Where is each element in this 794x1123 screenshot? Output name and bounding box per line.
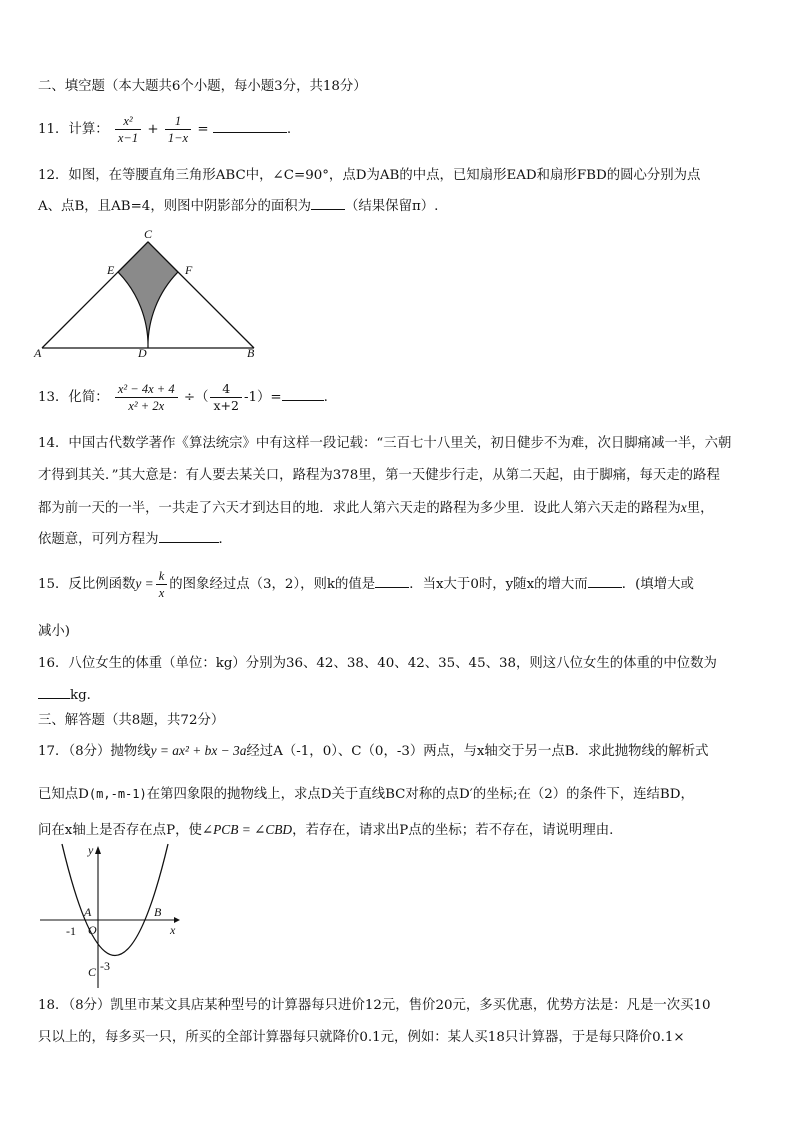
question-17-line-2: 已知点D(m,-m-1)在第四象限的抛物线上，求点D关于直线BC对称的点D′的坐标;在（2）的条件下，连结BD， (38, 787, 694, 802)
q12-answer-blank (311, 197, 345, 210)
q16-answer-blank (38, 686, 70, 699)
parabola-curve (62, 844, 168, 956)
q11-fraction-2: $\frac{1}{1-x}$ (165, 113, 191, 146)
question-15-line-2: 减小) (38, 624, 71, 639)
q11-plus: + (147, 122, 159, 137)
label-o: O (88, 923, 97, 937)
label-c: C (144, 227, 153, 241)
q15-answer-blank-2 (588, 575, 622, 588)
label-f: F (185, 263, 193, 277)
label-neg3: -3 (100, 959, 110, 973)
q15-fraction: $\frac{k}{x}$ (156, 568, 168, 601)
question-17-line-3: 问在x轴上是否存在点P，使∠PCB = ∠CBD，若存在，请求出P点的坐标；若不存在，请说明理由. (38, 822, 614, 838)
question-16-line-2: kg． (38, 686, 100, 706)
question-14-line-2: 才得到其关．”其大意是：有人要去某关口，路程为378里，第一天健步行走，从第二天起，由于脚痛，每天走的路程 (38, 468, 720, 483)
question-12-line-1: 12．如图，在等腰直角三角形ABC中，∠C=90°，点D为AB的中点，已知扇形EAD和扇形FBD的圆心分别为点 (38, 168, 701, 183)
shaded-region (118, 242, 178, 348)
question-12-line-2: A、点B，且AB=4，则图中阴影部分的面积为 （结果保留π）. (38, 199, 439, 214)
question-14-line-3: 都为前一天的一半，一共走了六天才到达目的地．求此人第六天走的路程为多少里．设此人第六天走的路程为x里， (38, 500, 714, 516)
label-a: A (84, 905, 92, 919)
question-18-line-2: 只以上的，每多买一只，所买的全部计算器每只就降价0.1元，例如：某人买18只计算器，于是每只降价0.1× (38, 1030, 685, 1045)
label-b: B (154, 905, 162, 919)
question-11: 11．计算： $\frac{\text{x²}}{x-1}$ + $\frac{1}{1-x}$ = . (38, 114, 292, 145)
label-c: C (88, 965, 97, 979)
q11-answer-blank (213, 120, 287, 133)
question-14-line-4: 依题意，可列方程为 ． (38, 532, 232, 547)
section-2-heading: 二、填空题（本大题共6个小题，每小题3分，共18分） (38, 79, 367, 94)
label-y: y (88, 843, 94, 857)
label-b: B (247, 346, 255, 360)
q11-prefix: 11．计算： (38, 122, 109, 137)
q11-fraction-1: $\frac{\text{x²}}{x-1}$ (115, 113, 141, 146)
question-15: 15．反比例函数y = $\frac{k}{x}$ 的图象经过点（3，2），则k的值是 ．当x大于0时，y随x的增大而 ．(填增大或 (38, 569, 694, 600)
question-16-line-1: 16．八位女生的体重（单位：kg）分别为36、42、38、40、42、35、45、38，则这八位女生的体重的中位数为 (38, 656, 717, 671)
q13-fraction-2: $\frac{4}{x+2}$ (210, 381, 241, 414)
label-e: E (107, 263, 115, 277)
q12-triangle-figure (30, 224, 270, 362)
question-14-line-1: 14．中国古代数学著作《算法统宗》中有这样一段记载：“三百七十八里关，初日健步不为难，次日脚痛减一半，六朝 (38, 436, 732, 451)
y-axis-arrow (95, 846, 101, 854)
label-a: A (34, 346, 42, 360)
question-17-line-1: 17．（8分）抛物线y = ax² + bx − 3a经过A（-1，0）、C（0，-3）两点，与x轴交于另一点B．求此抛物线的解析式 (38, 743, 709, 759)
section-3-heading: 三、解答题（共8题，共72分） (38, 713, 225, 728)
q17-parabola-formula: y = ax² + bx − 3a (150, 743, 247, 758)
q17-parabola-figure (34, 842, 182, 992)
q15-answer-blank-1 (375, 575, 409, 588)
q14-answer-blank (159, 530, 219, 543)
q11-equals: = (197, 122, 209, 137)
q13-answer-blank (282, 388, 324, 401)
label-neg1: -1 (66, 924, 76, 938)
label-x: x (170, 923, 176, 937)
question-18-line-1: 18．（8分）凯里市某文具店某种型号的计算器每只进价12元，售价20元，多买优惠，优势方法是：凡是一次买10 (38, 998, 711, 1013)
label-d: D (138, 346, 147, 360)
question-13: 13．化简： $\frac{\text{x² − 4x + 4}}{\text{x² + 2x}}$ ÷（ $\frac{4}{x+2}$ -1）= . (38, 381, 328, 413)
q13-fraction-1: $\frac{\text{x² − 4x + 4}}{\text{x² + 2x}}$ (115, 381, 178, 414)
